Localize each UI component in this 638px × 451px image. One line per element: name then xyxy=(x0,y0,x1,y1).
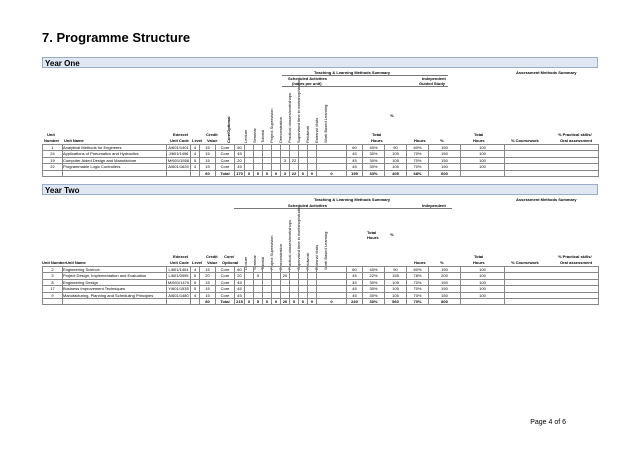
year-two-title: Year Two xyxy=(42,184,598,195)
y2-independent: Independent xyxy=(422,203,446,208)
y1-vh-supervised-time: Supervised time in workshop/studio xyxy=(296,80,301,143)
table-cell: 0 xyxy=(299,299,308,305)
table-cell: 105 xyxy=(385,286,407,292)
y2-h-level: Level xyxy=(192,260,203,265)
table-cell: 19 xyxy=(43,157,63,163)
table-cell: 0 xyxy=(254,170,263,176)
y2-vh-lecture: Lecture xyxy=(243,256,248,270)
table-cell: 45 xyxy=(235,164,245,170)
table-cell: 0 xyxy=(263,170,272,176)
table-cell: 90 xyxy=(385,145,407,151)
table-cell: 0 xyxy=(245,299,254,305)
table-cell: Analytical Methods for Engineers xyxy=(63,145,167,151)
table-cell: 40% xyxy=(363,145,385,151)
table-cell: 5 xyxy=(191,273,200,279)
table-cell: 0 xyxy=(272,170,281,176)
y2-vh-practical-classes: Practical classes/workshops xyxy=(287,219,292,270)
y1-vh-core-optional: Core/Optional xyxy=(226,116,231,143)
y2-h-hours3: Hours xyxy=(473,260,485,265)
table-cell: 60% xyxy=(407,145,429,151)
table-cell: 5 xyxy=(254,273,263,279)
table-cell: 40% xyxy=(363,267,385,273)
table-cell: 90 xyxy=(385,267,407,273)
table-cell: 15 xyxy=(200,157,216,163)
y2-vh-work-based-learning: Work Based Learning xyxy=(323,231,328,270)
table-cell: 20 xyxy=(235,157,245,163)
table-cell: 100 xyxy=(461,157,505,163)
table-cell: 5 xyxy=(191,279,200,285)
table-cell: 33% xyxy=(363,170,385,176)
y2-h-value: Value xyxy=(207,260,218,265)
y2-vh-demonstration: Demonstration xyxy=(278,243,283,270)
table-cell: 200 xyxy=(429,273,461,279)
y2-scheduled-activities: Scheduled Activities xyxy=(288,203,327,208)
table-cell: 105 xyxy=(385,292,407,298)
table-cell: 45 xyxy=(347,151,363,157)
y2-h-core: Core/ xyxy=(224,254,235,259)
table-cell: 45 xyxy=(347,292,363,298)
y2-percent-header: % xyxy=(390,232,394,237)
table-cell xyxy=(461,299,505,305)
table-cell: L/601/1404 xyxy=(168,267,189,272)
table-cell: 15 xyxy=(200,267,216,273)
table-cell: 150 xyxy=(429,286,461,292)
table-cell: 60 xyxy=(347,267,363,273)
table-cell xyxy=(63,170,167,176)
table-cell: 15 xyxy=(200,286,216,292)
table-cell xyxy=(505,170,599,176)
y1-guided-study: Guided Study xyxy=(419,81,445,86)
table-cell: Core xyxy=(216,286,235,292)
year-two-section xyxy=(42,184,598,314)
table-cell: 30% xyxy=(363,286,385,292)
y1-vh-seminar: Seminar xyxy=(252,128,257,143)
table-cell: 45 xyxy=(347,157,363,163)
y1-vh-practical-classes: Practical classes/workshops xyxy=(287,92,292,143)
table-cell: 45 xyxy=(347,273,363,279)
table-cell: 100 xyxy=(461,286,505,292)
table-cell: A/601/1625 xyxy=(168,164,189,170)
table-cell: Applications of Pneumatics and Hydraulics xyxy=(63,151,167,157)
table-cell: 60 xyxy=(235,145,245,151)
y1-band-teaching: Teaching & Learning Methods Summary xyxy=(314,70,391,75)
table-cell xyxy=(191,299,200,305)
table-cell: 0 xyxy=(308,170,317,176)
y1-h-total: Total xyxy=(372,132,382,137)
table-cell: 4 xyxy=(191,292,200,298)
y2-vh-tutorial: Tutorial xyxy=(260,256,265,270)
table-cell: 105 xyxy=(385,151,407,157)
y2-h-edexcel: Edexcel xyxy=(173,254,189,259)
table-cell: 0 xyxy=(290,299,299,305)
y1-vh-work-based-learning: Work Based Learning xyxy=(323,104,328,143)
y2-band-assessment: Assessment Methods Summary xyxy=(516,197,577,202)
table-cell: Core xyxy=(216,151,235,157)
total-row xyxy=(43,170,599,176)
table-cell: Total xyxy=(216,299,235,305)
y1-vh-project-supervision: Project Supervision xyxy=(269,108,274,143)
table-cell: 20 xyxy=(281,299,290,305)
table-cell: 22% xyxy=(363,273,385,279)
table-cell: Core xyxy=(216,279,235,285)
table-cell: M/601/1556 xyxy=(167,157,190,163)
table-cell: Engineering Design xyxy=(63,279,167,285)
table-cell: Programmable Logic Controllers xyxy=(63,164,167,170)
table-cell xyxy=(505,299,599,305)
table-cell: 155 xyxy=(385,273,407,279)
table-cell: 240 xyxy=(347,299,363,305)
table-cell: 45 xyxy=(235,292,245,298)
table-cell: Core xyxy=(216,157,235,163)
y1-h-unit-code: Unit Code xyxy=(170,138,189,143)
table-cell: 600 xyxy=(429,170,461,176)
table-cell: 17 xyxy=(43,286,63,292)
y1-band-assessment: Assessment Methods Summary xyxy=(516,70,577,75)
table-cell: 100 xyxy=(461,164,505,170)
page-title: 7. Programme Structure xyxy=(42,30,191,45)
table-cell: 70% xyxy=(407,286,429,292)
table-cell: 100 xyxy=(461,267,505,273)
year-one-table xyxy=(42,144,599,177)
table-cell: 0 xyxy=(308,299,317,305)
y1-vh-external-visits: External Visits xyxy=(314,117,319,143)
table-cell: 15 xyxy=(200,279,216,285)
year-one-title: Year One xyxy=(42,57,598,68)
table-cell: 8 xyxy=(43,279,63,285)
table-cell: 100 xyxy=(461,273,505,279)
y2-h-oral: Oral assessment xyxy=(560,260,593,265)
table-cell: 70% xyxy=(407,157,429,163)
year-one-section xyxy=(42,57,598,177)
table-cell: 4 xyxy=(191,164,200,170)
table-cell: 100 xyxy=(461,292,505,298)
table-cell: Project Design, Implementation and Evaluation xyxy=(63,273,167,279)
table-cell: 24 xyxy=(43,151,63,157)
table-cell xyxy=(63,299,167,305)
table-cell xyxy=(43,299,63,305)
y1-h-number: Number xyxy=(44,138,60,143)
table-cell: 100 xyxy=(461,145,505,151)
table-cell: 105 xyxy=(385,279,407,285)
table-cell: 3 xyxy=(43,273,63,279)
y1-h-hours: Hours xyxy=(371,138,383,143)
table-cell: 4 xyxy=(191,267,200,273)
table-cell: 78% xyxy=(407,273,429,279)
y2-h-total2: Total xyxy=(474,254,484,259)
table-cell: 45 xyxy=(235,279,245,285)
y2-h-optional: Optional xyxy=(222,260,239,265)
table-cell: Business Improvement Techniques xyxy=(63,286,167,292)
table-cell: 0 xyxy=(272,299,281,305)
table-cell: Core xyxy=(216,145,235,151)
table-cell: 150 xyxy=(429,267,461,273)
y2-h-practical: % Practical skills/ xyxy=(558,254,592,259)
table-cell: 15 xyxy=(200,151,216,157)
y1-h-level: Level xyxy=(192,138,203,143)
y2-h-pct2: % xyxy=(440,260,444,265)
table-cell: 80 xyxy=(200,299,216,305)
y1-h-total2: Total xyxy=(474,132,484,137)
table-cell: 45 xyxy=(347,286,363,292)
table-cell: 30% xyxy=(363,279,385,285)
table-cell: 15 xyxy=(200,164,216,170)
y2-total-hours: Total Hours xyxy=(367,230,379,240)
year-two-table xyxy=(42,266,599,305)
y1-h-oral: Oral assessment xyxy=(560,138,593,143)
table-cell: 5 xyxy=(254,299,263,305)
y1-h-unit: Unit xyxy=(47,132,55,137)
y1-independent: Independent xyxy=(422,76,446,81)
table-cell: 15 xyxy=(200,145,216,151)
table-cell: 150 xyxy=(429,145,461,151)
table-cell: 150 xyxy=(429,292,461,298)
table-cell: 20 xyxy=(200,273,216,279)
table-cell: 100 xyxy=(461,279,505,285)
table-cell: 30% xyxy=(363,164,385,170)
y2-h-credit: Credit xyxy=(206,254,218,259)
table-cell: 70% xyxy=(407,279,429,285)
table-cell: Core xyxy=(216,164,235,170)
table-cell: 215 xyxy=(236,299,243,305)
y2-vh-project-supervision: Project Supervision xyxy=(269,235,274,270)
table-cell: 68% xyxy=(407,170,429,176)
table-cell: 5 xyxy=(191,157,200,163)
table-cell: 150 xyxy=(429,164,461,170)
table-cell: 150 xyxy=(429,157,461,163)
table-cell: 5 xyxy=(191,286,200,292)
total-row xyxy=(43,299,599,305)
page-number: Page 4 of 6 xyxy=(530,419,566,426)
table-cell: A/601/1480 xyxy=(168,292,189,298)
y2-h-coursework: % Coursework xyxy=(511,260,539,265)
table-cell: 30% xyxy=(363,299,385,305)
y1-hours-per-unit: (hours per unit) xyxy=(292,81,322,86)
table-cell: 150 xyxy=(429,151,461,157)
y1-vh-lecture: Lecture xyxy=(243,129,248,143)
y1-h-hours2: Hours xyxy=(414,138,426,143)
table-cell: 0 xyxy=(317,299,347,305)
table-cell: 70% xyxy=(407,299,429,305)
y2-vh-external-visits: External Visits xyxy=(314,244,319,270)
table-cell: Engineering Science xyxy=(63,267,167,273)
table-cell: 560 xyxy=(385,299,407,305)
table-cell: L/601/0995 xyxy=(168,273,189,279)
y2-h-unit-name: Unit Name xyxy=(66,260,86,265)
y1-scheduled-activities: Scheduled Activities xyxy=(288,76,327,81)
table-cell: 45 xyxy=(347,279,363,285)
table-cell: 22 xyxy=(43,164,63,170)
table-cell: 0 xyxy=(317,170,347,176)
y1-vh-fieldwork: Fieldwork xyxy=(305,125,310,143)
table-cell: 1 xyxy=(43,145,63,151)
y1-h-coursework: % Coursework xyxy=(511,138,539,143)
table-cell: 45 xyxy=(235,151,245,157)
table-cell: 2 xyxy=(43,267,63,273)
table-cell: 9 xyxy=(43,292,63,298)
y1-h-credit: Credit xyxy=(206,132,218,137)
table-cell: 30% xyxy=(363,151,385,157)
table-cell: 15 xyxy=(200,292,216,298)
y1-vh-tutorial: Tutorial xyxy=(260,129,265,143)
table-cell: M/601/1470 xyxy=(167,279,190,285)
y1-h-unit-name: Unit Name xyxy=(64,138,84,143)
table-cell: 800 xyxy=(429,299,461,305)
y1-h-practical: % Practical skills/ xyxy=(558,132,592,137)
y2-vh-fieldwork: Fieldwork xyxy=(305,252,310,270)
y1-h-pct2: % xyxy=(440,138,444,143)
table-cell: 30% xyxy=(363,292,385,298)
y2-h-unit-code: Unit Code xyxy=(170,260,189,265)
table-cell: 0 xyxy=(263,299,272,305)
table-cell: Computer Aided Design and Manufacture xyxy=(63,157,167,163)
table-cell: 170 xyxy=(236,170,243,176)
table-cell: Total xyxy=(216,170,235,176)
table-cell: 100 xyxy=(461,151,505,157)
table-cell: Y/601/1535 xyxy=(168,286,189,292)
table-cell: Core xyxy=(216,273,235,279)
table-cell: 22 xyxy=(290,157,299,163)
table-cell: 22 xyxy=(290,170,299,176)
table-cell: 70% xyxy=(407,164,429,170)
table-cell: 20 xyxy=(281,273,290,279)
y1-vh-demonstration: Demonstration xyxy=(278,116,283,143)
table-cell xyxy=(43,170,63,176)
table-cell: 105 xyxy=(385,157,407,163)
table-cell xyxy=(167,299,191,305)
table-cell: 0 xyxy=(299,170,308,176)
table-cell: 3 xyxy=(281,170,290,176)
y2-h-hours2: Hours xyxy=(414,260,426,265)
table-cell: 20 xyxy=(235,273,245,279)
table-cell: 3 xyxy=(281,157,290,163)
table-cell: 70% xyxy=(407,151,429,157)
table-cell: A/601/1401 xyxy=(168,145,189,150)
table-cell: 405 xyxy=(385,170,407,176)
y1-h-value: Value xyxy=(207,138,218,143)
y1-percent-header: % xyxy=(390,113,394,118)
table-cell: 60 xyxy=(235,267,245,273)
table-cell: 4 xyxy=(191,145,200,151)
table-cell: 60% xyxy=(407,267,429,273)
table-cell: 4 xyxy=(191,151,200,157)
y2-vh-supervised-time: Supervised time in workshop/studio xyxy=(296,207,301,270)
y2-band-teaching: Teaching & Learning Methods Summary xyxy=(314,197,391,202)
table-cell: 45 xyxy=(235,286,245,292)
table-cell: 195 xyxy=(347,170,363,176)
table-cell: 0 xyxy=(245,170,254,176)
y2-vh-seminar: Seminar xyxy=(252,255,257,270)
table-cell: 60 xyxy=(347,145,363,151)
y2-h-unit-number: Unit Number xyxy=(42,260,66,265)
y1-h-hours3: Hours xyxy=(473,138,485,143)
table-cell: Core xyxy=(216,267,235,273)
table-cell: Core xyxy=(216,292,235,298)
table-cell: 30% xyxy=(363,157,385,163)
table-cell xyxy=(461,170,505,176)
table-cell: 45 xyxy=(347,164,363,170)
table-cell: 60 xyxy=(200,170,216,176)
table-cell: Manufacturing, Planning and Scheduling Principles xyxy=(63,292,167,298)
table-cell: J/601/1496 xyxy=(167,151,191,157)
table-cell xyxy=(191,170,200,176)
table-cell: 70% xyxy=(407,292,429,298)
table-cell xyxy=(167,170,191,176)
table-cell: 150 xyxy=(429,279,461,285)
table-cell: 105 xyxy=(385,164,407,170)
y1-h-edexcel: Edexcel xyxy=(173,132,189,137)
